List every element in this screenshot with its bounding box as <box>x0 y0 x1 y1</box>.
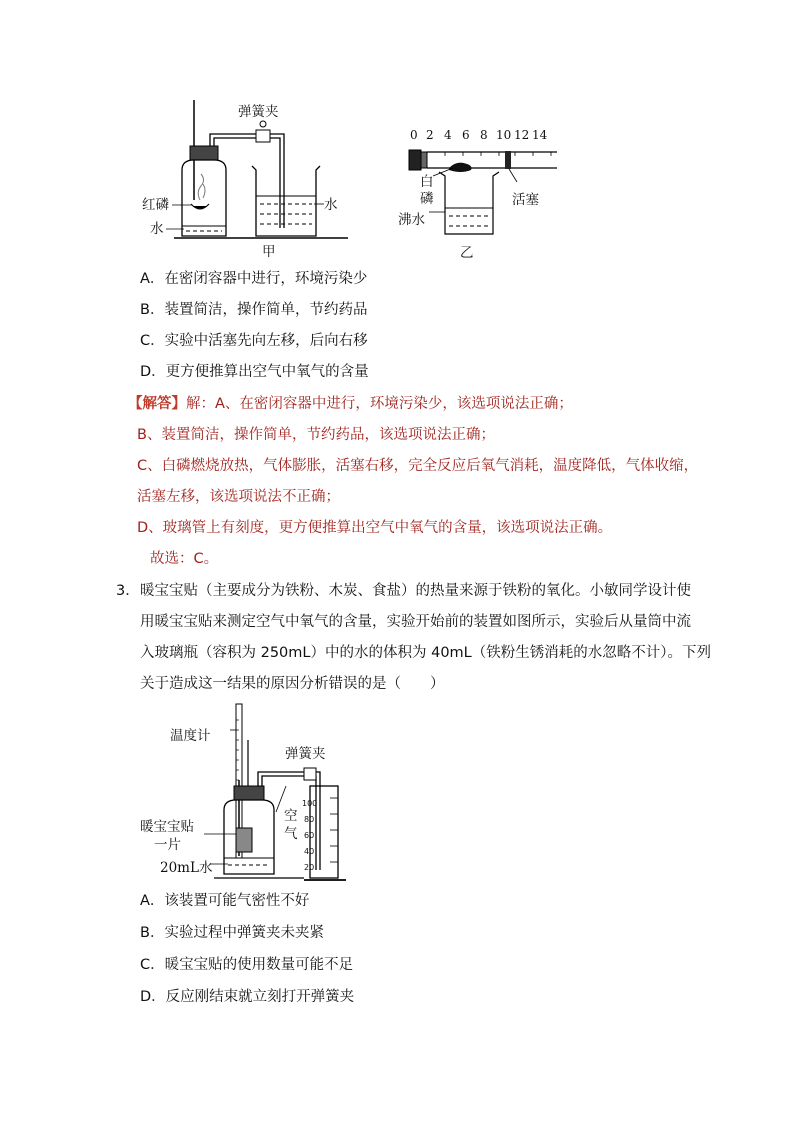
answer-line-1 <box>128 393 573 415</box>
q2-option-d: D．更方便推算出空气中氧气的含量 <box>140 364 369 380</box>
answer-line-3: C、白磷燃烧放热，气体膨胀，活塞右移，完全反应后氧气消耗，温度降低，气体收缩， <box>137 458 699 474</box>
label-white-phosphorus-2: 磷 <box>420 191 434 207</box>
q3-stem-line-2: 用暖宝宝贴来测定空气中氧气的含量，实验开始前的装置如图所示，实验后从量筒中流 <box>140 614 691 630</box>
cylinder-tick: 20 <box>304 863 315 872</box>
label-white-phosphorus-1: 白 <box>420 174 434 190</box>
q3-stem-line-3: 入玻璃瓶（容积为 250mL）中的水的体积为 40mL（铁粉生锈消耗的水忽略不计）。下列 <box>140 645 711 661</box>
cylinder-tick: 40 <box>304 847 315 856</box>
q3-number: 3． <box>116 583 140 599</box>
label-warmer-1: 暖宝宝贴 <box>140 819 194 835</box>
answer-line-4: 活塞左移，该选项说法不正确； <box>137 489 340 505</box>
q3-option-c: C．暖宝宝贴的使用数量可能不足 <box>140 957 354 973</box>
label-piston: 活塞 <box>512 192 539 208</box>
q3-stem-line-4: 关于造成这一结果的原因分析错误的是（ ） <box>140 676 445 692</box>
q3-option-a: A．该装置可能气密性不好 <box>140 893 310 909</box>
label-air-1: 空 <box>284 808 298 824</box>
q3-option-d: D．反应刚结束就立刻打开弹簧夹 <box>140 989 355 1005</box>
label-water-right: 水 <box>324 197 338 213</box>
scale-tick: 4 <box>444 128 452 142</box>
figure-jia-apparatus <box>160 98 350 248</box>
cylinder-tick: 60 <box>304 831 315 840</box>
label-air-2: 气 <box>284 826 298 842</box>
q2-option-b: B．装置简洁，操作简单，节约药品 <box>140 302 368 318</box>
answer-line-2: B、装置简洁，操作简单，节约药品，该选项说法正确； <box>137 427 495 443</box>
label-spring-clip-jia: 弹簧夹 <box>238 104 279 120</box>
answer-tag: 【解答】 <box>128 396 186 412</box>
label-spring-clip-q3: 弹簧夹 <box>285 746 326 762</box>
scale-tick: 10 <box>496 128 512 142</box>
label-red-phosphorus: 红磷 <box>142 197 169 213</box>
scale-tick: 8 <box>480 128 488 142</box>
scale-tick: 14 <box>532 128 548 142</box>
cylinder-tick: 100 <box>302 799 318 808</box>
label-water-left: 水 <box>150 221 164 237</box>
caption-jia: 甲 <box>262 244 276 260</box>
label-water-20ml: 20mL水 <box>160 860 213 876</box>
answer-line-5: D、玻璃管上有刻度，更方便推算出空气中氧气的含量，该选项说法正确。 <box>137 520 613 536</box>
label-thermometer: 温度计 <box>170 728 211 744</box>
answer-text-1: 解：A、在密闭容器中进行，环境污染少，该选项说法正确； <box>186 396 573 412</box>
cylinder-tick: 80 <box>304 815 315 824</box>
scale-tick: 0 <box>410 128 418 142</box>
q2-option-c: C．实验中活塞先向左移，后向右移 <box>140 333 368 349</box>
figure-q3-apparatus <box>200 700 360 886</box>
scale-tick: 6 <box>462 128 470 142</box>
answer-line-6: 故选：C。 <box>150 551 219 567</box>
scale-tick: 2 <box>426 128 434 142</box>
scale-tick: 12 <box>514 128 530 142</box>
q2-option-a: A．在密闭容器中进行，环境污染少 <box>140 271 368 287</box>
label-boiling-water: 沸水 <box>398 212 425 228</box>
q3-option-b: B．实验过程中弹簧夹未夹紧 <box>140 925 324 941</box>
caption-yi: 乙 <box>460 245 474 261</box>
label-warmer-2: 一片 <box>154 837 181 853</box>
q3-stem-line-1: 暖宝宝贴（主要成分为铁粉、木炭、食盐）的热量来源于铁粉的氧化。小敏同学设计使 <box>140 583 691 599</box>
